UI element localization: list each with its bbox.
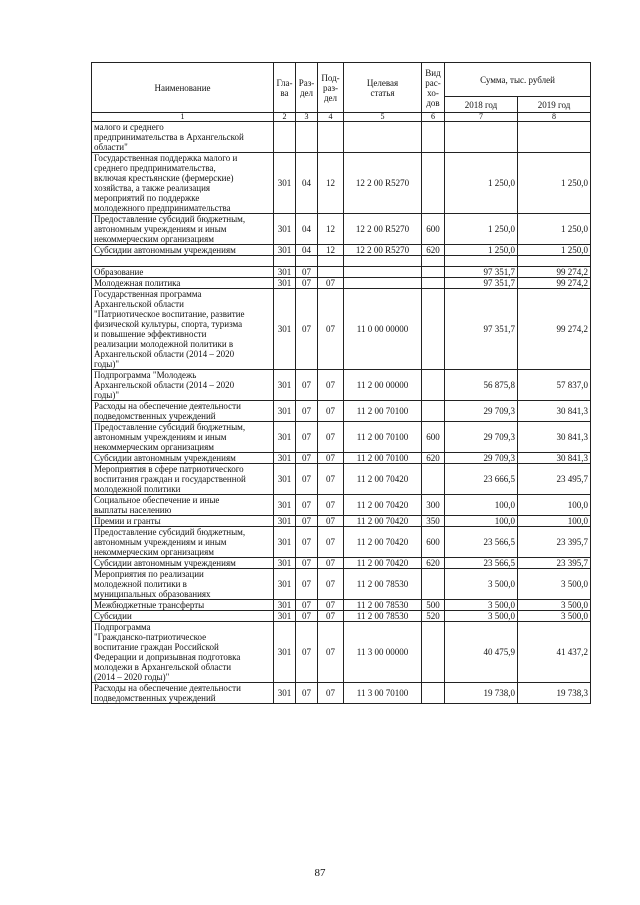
row-glava: 301 bbox=[274, 611, 296, 622]
row-celevaya-statya bbox=[344, 267, 422, 278]
row-celevaya-statya: 11 0 00 00000 bbox=[344, 289, 422, 370]
row-razdel: 04 bbox=[296, 214, 318, 245]
row-sum-2019: 30 841,3 bbox=[518, 453, 591, 464]
row-glava: 301 bbox=[274, 683, 296, 704]
row-razdel: 07 bbox=[296, 278, 318, 289]
row-sum-2019: 57 837,0 bbox=[518, 370, 591, 401]
row-podrazdel: 07 bbox=[318, 516, 344, 527]
row-sum-2018: 1 250,0 bbox=[445, 214, 518, 245]
row-sum-2018: 1 250,0 bbox=[445, 153, 518, 214]
row-sum-2018: 23 566,5 bbox=[445, 558, 518, 569]
row-celevaya-statya: 11 2 00 70420 bbox=[344, 516, 422, 527]
header-vid-rashodov: Вид рас- хо- дов bbox=[422, 63, 445, 113]
table-header bbox=[92, 63, 591, 122]
row-glava: 301 bbox=[274, 401, 296, 422]
row-sum-2019: 99 274,2 bbox=[518, 289, 591, 370]
row-podrazdel: 07 bbox=[318, 611, 344, 622]
row-razdel: 04 bbox=[296, 245, 318, 256]
row-razdel: 07 bbox=[296, 289, 318, 370]
table-row bbox=[92, 683, 591, 704]
row-sum-2019: 1 250,0 bbox=[518, 245, 591, 256]
row-vid-rashodov bbox=[422, 401, 445, 422]
row-podrazdel: 07 bbox=[318, 622, 344, 683]
row-sum-2018: 97 351,7 bbox=[445, 289, 518, 370]
row-vid-rashodov: 620 bbox=[422, 558, 445, 569]
header-year-2018: 2018 год bbox=[445, 97, 518, 113]
spacer-cell bbox=[296, 256, 318, 267]
row-name: Мероприятия по реализации молодежной политики в муниципальных образованиях bbox=[92, 569, 274, 600]
row-sum-2018: 56 875,8 bbox=[445, 370, 518, 401]
header-summa: Сумма, тыс. рублей bbox=[445, 63, 591, 97]
row-sum-2019: 41 437,2 bbox=[518, 622, 591, 683]
row-vid-rashodov: 350 bbox=[422, 516, 445, 527]
row-razdel: 07 bbox=[296, 569, 318, 600]
row-glava: 301 bbox=[274, 622, 296, 683]
table-row bbox=[92, 401, 591, 422]
row-vid-rashodov bbox=[422, 289, 445, 370]
header-name: Наименование bbox=[92, 63, 274, 113]
row-razdel: 04 bbox=[296, 153, 318, 214]
row-glava: 301 bbox=[274, 516, 296, 527]
row-vid-rashodov bbox=[422, 153, 445, 214]
row-name: Субсидии автономным учреждениям bbox=[92, 453, 274, 464]
row-glava: 301 bbox=[274, 267, 296, 278]
row-glava: 301 bbox=[274, 464, 296, 495]
spacer-cell bbox=[422, 256, 445, 267]
row-sum-2019: 19 738,3 bbox=[518, 683, 591, 704]
row-glava: 301 bbox=[274, 569, 296, 600]
row-celevaya-statya: 11 2 00 00000 bbox=[344, 370, 422, 401]
row-sum-2018: 19 738,0 bbox=[445, 683, 518, 704]
column-number: 6 bbox=[422, 113, 445, 122]
row-vid-rashodov: 500 bbox=[422, 600, 445, 611]
row-podrazdel bbox=[318, 267, 344, 278]
row-podrazdel: 07 bbox=[318, 683, 344, 704]
row-celevaya-statya: 12 2 00 R5270 bbox=[344, 153, 422, 214]
row-sum-2019: 23 395,7 bbox=[518, 558, 591, 569]
row-podrazdel bbox=[318, 122, 344, 153]
row-sum-2018 bbox=[445, 122, 518, 153]
header-celevaya-statya: Целевая статья bbox=[344, 63, 422, 113]
row-celevaya-statya: 11 2 00 70420 bbox=[344, 464, 422, 495]
row-vid-rashodov bbox=[422, 278, 445, 289]
row-sum-2018: 97 351,7 bbox=[445, 267, 518, 278]
row-name: Подпрограмма "Молодежь Архангельской области (2014 – 2020 годы)" bbox=[92, 370, 274, 401]
row-name: Расходы на обеспечение деятельности подведомственных учреждений bbox=[92, 683, 274, 704]
row-sum-2019: 30 841,3 bbox=[518, 401, 591, 422]
row-razdel: 07 bbox=[296, 422, 318, 453]
row-podrazdel: 07 bbox=[318, 600, 344, 611]
row-sum-2019: 1 250,0 bbox=[518, 153, 591, 214]
row-podrazdel: 12 bbox=[318, 153, 344, 214]
row-podrazdel: 07 bbox=[318, 278, 344, 289]
row-celevaya-statya: 11 2 00 70100 bbox=[344, 401, 422, 422]
row-glava: 301 bbox=[274, 453, 296, 464]
column-number: 3 bbox=[296, 113, 318, 122]
row-razdel bbox=[296, 122, 318, 153]
table-row bbox=[92, 122, 591, 153]
row-name: малого и среднего предпринимательства в Архангельской области" bbox=[92, 122, 274, 153]
row-sum-2018: 3 500,0 bbox=[445, 611, 518, 622]
table-row bbox=[92, 516, 591, 527]
column-number: 1 bbox=[92, 113, 274, 122]
row-vid-rashodov: 620 bbox=[422, 245, 445, 256]
row-podrazdel: 12 bbox=[318, 245, 344, 256]
row-razdel: 07 bbox=[296, 683, 318, 704]
row-name: Предоставление субсидий бюджетным, автономным учреждениям и иным некоммерческим организациям bbox=[92, 527, 274, 558]
row-sum-2018: 100,0 bbox=[445, 495, 518, 516]
row-podrazdel: 07 bbox=[318, 401, 344, 422]
row-razdel: 07 bbox=[296, 611, 318, 622]
row-celevaya-statya bbox=[344, 122, 422, 153]
row-glava bbox=[274, 122, 296, 153]
row-vid-rashodov bbox=[422, 267, 445, 278]
row-name: Субсидии bbox=[92, 611, 274, 622]
row-glava: 301 bbox=[274, 370, 296, 401]
budget-table bbox=[91, 62, 591, 704]
row-celevaya-statya: 11 2 00 78530 bbox=[344, 569, 422, 600]
header-year-2019: 2019 год bbox=[518, 97, 591, 113]
row-glava: 301 bbox=[274, 527, 296, 558]
row-podrazdel: 07 bbox=[318, 527, 344, 558]
row-podrazdel: 12 bbox=[318, 214, 344, 245]
row-name: Подпрограмма "Гражданско-патриотическое воспитание граждан Российской Федерации и допризывная подготовка молодежи в Архангельской области (2014 – 2020 годы)" bbox=[92, 622, 274, 683]
row-sum-2019: 3 500,0 bbox=[518, 611, 591, 622]
row-name: Молодежная политика bbox=[92, 278, 274, 289]
row-vid-rashodov bbox=[422, 464, 445, 495]
row-celevaya-statya: 11 2 00 78530 bbox=[344, 611, 422, 622]
row-vid-rashodov bbox=[422, 622, 445, 683]
row-name: Государственная программа Архангельской области "Патриотическое воспитание, развитие физической культуры, спорта, туризма и повышение эффективности реализации молодежной политики в Архангельской области (2014 – 2020 годы)" bbox=[92, 289, 274, 370]
table-row bbox=[92, 495, 591, 516]
header-podrazdel: Под- раз- дел bbox=[318, 63, 344, 113]
row-name: Межбюджетные трансферты bbox=[92, 600, 274, 611]
row-name: Образование bbox=[92, 267, 274, 278]
row-celevaya-statya bbox=[344, 278, 422, 289]
row-podrazdel: 07 bbox=[318, 495, 344, 516]
row-podrazdel: 07 bbox=[318, 453, 344, 464]
row-sum-2019: 99 274,2 bbox=[518, 278, 591, 289]
row-razdel: 07 bbox=[296, 558, 318, 569]
row-vid-rashodov: 600 bbox=[422, 527, 445, 558]
table-row bbox=[92, 267, 591, 278]
spacer-cell bbox=[274, 256, 296, 267]
row-sum-2019: 23 395,7 bbox=[518, 527, 591, 558]
row-glava: 301 bbox=[274, 600, 296, 611]
spacer-cell bbox=[445, 256, 518, 267]
row-sum-2018: 100,0 bbox=[445, 516, 518, 527]
row-celevaya-statya: 11 3 00 00000 bbox=[344, 622, 422, 683]
table-row bbox=[92, 289, 591, 370]
table-row bbox=[92, 600, 591, 611]
row-name: Социальное обеспечение и иные выплаты населению bbox=[92, 495, 274, 516]
page-number: 87 bbox=[314, 867, 326, 879]
row-glava: 301 bbox=[274, 245, 296, 256]
row-sum-2018: 29 709,3 bbox=[445, 422, 518, 453]
table-row bbox=[92, 558, 591, 569]
row-celevaya-statya: 11 2 00 70420 bbox=[344, 495, 422, 516]
table-row bbox=[92, 422, 591, 453]
row-podrazdel: 07 bbox=[318, 289, 344, 370]
row-razdel: 07 bbox=[296, 401, 318, 422]
row-vid-rashodov: 300 bbox=[422, 495, 445, 516]
row-razdel: 07 bbox=[296, 267, 318, 278]
row-celevaya-statya: 11 2 00 70100 bbox=[344, 453, 422, 464]
row-celevaya-statya: 11 2 00 70420 bbox=[344, 558, 422, 569]
row-celevaya-statya: 11 2 00 78530 bbox=[344, 600, 422, 611]
row-name: Государственная поддержка малого и среднего предпринимательства, включая крестьянские (фермерские) хозяйства, а также реализация мероприятий по поддержке молодежного предпринимательства bbox=[92, 153, 274, 214]
row-vid-rashodov: 620 bbox=[422, 453, 445, 464]
row-sum-2019: 23 495,7 bbox=[518, 464, 591, 495]
row-sum-2018: 1 250,0 bbox=[445, 245, 518, 256]
column-number-row bbox=[92, 113, 591, 122]
row-razdel: 07 bbox=[296, 516, 318, 527]
row-razdel: 07 bbox=[296, 453, 318, 464]
row-sum-2018: 23 666,5 bbox=[445, 464, 518, 495]
row-vid-rashodov bbox=[422, 370, 445, 401]
row-sum-2019: 3 500,0 bbox=[518, 569, 591, 600]
row-sum-2018: 3 500,0 bbox=[445, 600, 518, 611]
row-sum-2018: 40 475,9 bbox=[445, 622, 518, 683]
row-podrazdel: 07 bbox=[318, 464, 344, 495]
row-sum-2019 bbox=[518, 122, 591, 153]
row-podrazdel: 07 bbox=[318, 569, 344, 600]
row-glava: 301 bbox=[274, 495, 296, 516]
table-spacer-row bbox=[92, 256, 591, 267]
header-razdel: Раз- дел bbox=[296, 63, 318, 113]
row-podrazdel: 07 bbox=[318, 558, 344, 569]
header-glava: Гла- ва bbox=[274, 63, 296, 113]
row-name: Предоставление субсидий бюджетным, автономным учреждениям и иным некоммерческим организациям bbox=[92, 214, 274, 245]
column-number: 5 bbox=[344, 113, 422, 122]
row-vid-rashodov: 520 bbox=[422, 611, 445, 622]
table-row bbox=[92, 527, 591, 558]
row-name: Предоставление субсидий бюджетным, автономным учреждениям и иным некоммерческим организациям bbox=[92, 422, 274, 453]
row-name: Субсидии автономным учреждениям bbox=[92, 245, 274, 256]
row-name: Субсидии автономным учреждениям bbox=[92, 558, 274, 569]
column-number: 7 bbox=[445, 113, 518, 122]
row-glava: 301 bbox=[274, 422, 296, 453]
row-vid-rashodov: 600 bbox=[422, 214, 445, 245]
row-vid-rashodov bbox=[422, 569, 445, 600]
row-razdel: 07 bbox=[296, 600, 318, 611]
row-sum-2018: 29 709,3 bbox=[445, 401, 518, 422]
spacer-cell bbox=[92, 256, 274, 267]
row-celevaya-statya: 12 2 00 R5270 bbox=[344, 214, 422, 245]
row-glava: 301 bbox=[274, 278, 296, 289]
table-row bbox=[92, 214, 591, 245]
table-row bbox=[92, 622, 591, 683]
row-sum-2019: 3 500,0 bbox=[518, 600, 591, 611]
row-sum-2019: 100,0 bbox=[518, 516, 591, 527]
table-row bbox=[92, 245, 591, 256]
row-celevaya-statya: 12 2 00 R5270 bbox=[344, 245, 422, 256]
row-podrazdel: 07 bbox=[318, 422, 344, 453]
table-row bbox=[92, 278, 591, 289]
spacer-cell bbox=[344, 256, 422, 267]
row-razdel: 07 bbox=[296, 495, 318, 516]
row-name: Расходы на обеспечение деятельности подведомственных учреждений bbox=[92, 401, 274, 422]
row-glava: 301 bbox=[274, 558, 296, 569]
spacer-cell bbox=[518, 256, 591, 267]
row-razdel: 07 bbox=[296, 464, 318, 495]
column-number: 4 bbox=[318, 113, 344, 122]
spacer-cell bbox=[318, 256, 344, 267]
row-sum-2019: 1 250,0 bbox=[518, 214, 591, 245]
row-sum-2019: 30 841,3 bbox=[518, 422, 591, 453]
row-glava: 301 bbox=[274, 153, 296, 214]
table-row bbox=[92, 153, 591, 214]
table-row bbox=[92, 611, 591, 622]
row-sum-2018: 3 500,0 bbox=[445, 569, 518, 600]
row-celevaya-statya: 11 3 00 70100 bbox=[344, 683, 422, 704]
row-vid-rashodov bbox=[422, 122, 445, 153]
row-sum-2019: 100,0 bbox=[518, 495, 591, 516]
column-number: 2 bbox=[274, 113, 296, 122]
row-razdel: 07 bbox=[296, 622, 318, 683]
row-vid-rashodov bbox=[422, 683, 445, 704]
row-sum-2018: 97 351,7 bbox=[445, 278, 518, 289]
row-razdel: 07 bbox=[296, 527, 318, 558]
row-celevaya-statya: 11 2 00 70100 bbox=[344, 422, 422, 453]
table-row bbox=[92, 453, 591, 464]
row-sum-2019: 99 274,2 bbox=[518, 267, 591, 278]
row-name: Премии и гранты bbox=[92, 516, 274, 527]
table-row bbox=[92, 464, 591, 495]
table-row bbox=[92, 370, 591, 401]
row-sum-2018: 23 566,5 bbox=[445, 527, 518, 558]
column-number: 8 bbox=[518, 113, 591, 122]
row-podrazdel: 07 bbox=[318, 370, 344, 401]
row-name: Мероприятия в сфере патриотического воспитания граждан и государственной молодежной политики bbox=[92, 464, 274, 495]
row-celevaya-statya: 11 2 00 70420 bbox=[344, 527, 422, 558]
row-glava: 301 bbox=[274, 214, 296, 245]
row-razdel: 07 bbox=[296, 370, 318, 401]
table-row bbox=[92, 569, 591, 600]
row-sum-2018: 29 709,3 bbox=[445, 453, 518, 464]
row-vid-rashodov: 600 bbox=[422, 422, 445, 453]
row-glava: 301 bbox=[274, 289, 296, 370]
table-body bbox=[92, 122, 591, 704]
